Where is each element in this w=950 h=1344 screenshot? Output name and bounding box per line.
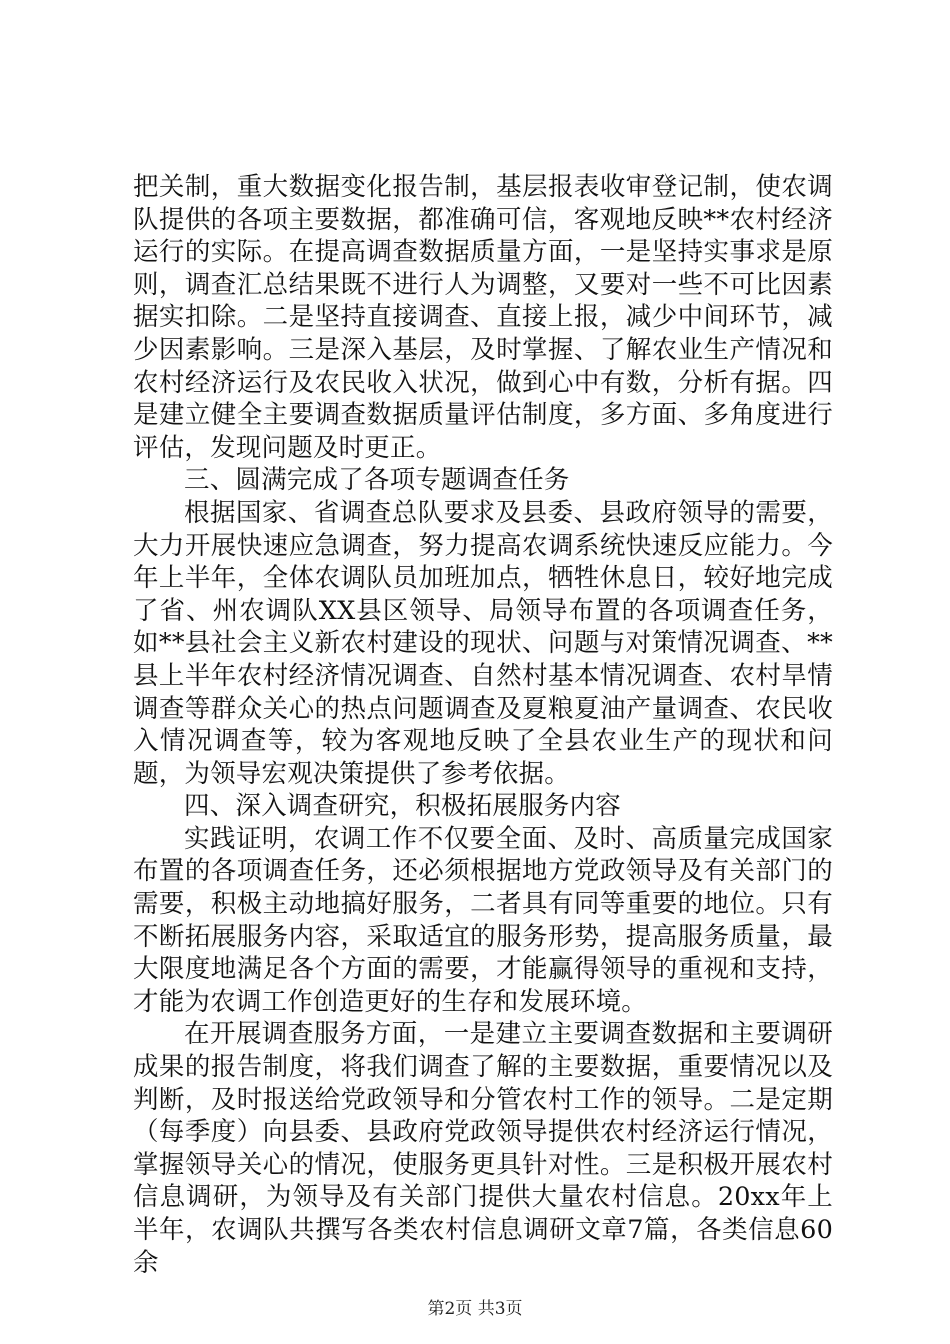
page-footer: 第2页 共3页 [427, 1299, 523, 1319]
section-heading-4: 四、深入调查研究，积极拓展服务内容 [184, 791, 621, 822]
document-body [133, 171, 833, 1279]
paragraph-practice-proof: 实践证明，农调工作不仅要全面、及时、高质量完成国家布置的各项调查任务，还必须根据地方党政领导及有关部门的需要，积极主动地搞好服务，二者具有同等重要的地位。只有不断拓展服务内容，采取适宜的服务形势，提高服务质量，最大限度地满足各个方面的需要，才能赢得领导的重视和支持，才能为农调工作创造更好的生存和发展环境。 [133, 823, 833, 1017]
section-heading-3: 三、圆满完成了各项专题调查任务 [184, 465, 570, 496]
paragraph-special-surveys: 根据国家、省调查总队要求及县委、县政府领导的需要，大力开展快速应急调查，努力提高农调系统快速反应能力。今年上半年，全体农调队员加班加点，牺牲休息日，较好地完成了省、州农调队XX县区领导、局领导布置的各项调查任务，如**县社会主义新农村建设的现状、问题与对策情况调查、**县上半年农村经济情况调查、自然村基本情况调查、农村旱情调查等群众关心的热点问题调查及夏粮夏油产量调查、农民收入情况调查等，较为客观地反映了全县农业生产的现状和问题，为领导宏观决策提供了参考依据。 [133, 497, 833, 789]
paragraph-survey-services: 在开展调查服务方面，一是建立主要调查数据和主要调研成果的报告制度，将我们调查了解的主要数据，重要情况以及判断，及时报送给党政领导和分管农村工作的领导。二是定期（每季度）向县委、县政府党政领导提供农村经济运行情况，掌握领导关心的情况，使服务更具针对性。三是积极开展农村信息调研，为领导及有关部门提供大量农村信息。20xx年上半年，农调队共撰写各类农村信息调研文章7篇，各类信息60余 [133, 1019, 833, 1278]
paragraph-continuation: 把关制，重大数据变化报告制，基层报表收审登记制，使农调队提供的各项主要数据，都准确可信，客观地反映**农村经济运行的实际。在提高调查数据质量方面，一是坚持实事求是原则，调查汇总结果既不进行人为调整，又要对一些不可比因素据实扣除。二是坚持直接调查、直接上报，减少中间环节，减少因素影响。三是深入基层，及时掌握、了解农业生产情况和农村经济运行及农民收入状况，做到心中有数，分析有据。四是建立健全主要调查数据质量评估制度，多方面、多角度进行评估，发现问题及时更正。 [133, 172, 833, 463]
